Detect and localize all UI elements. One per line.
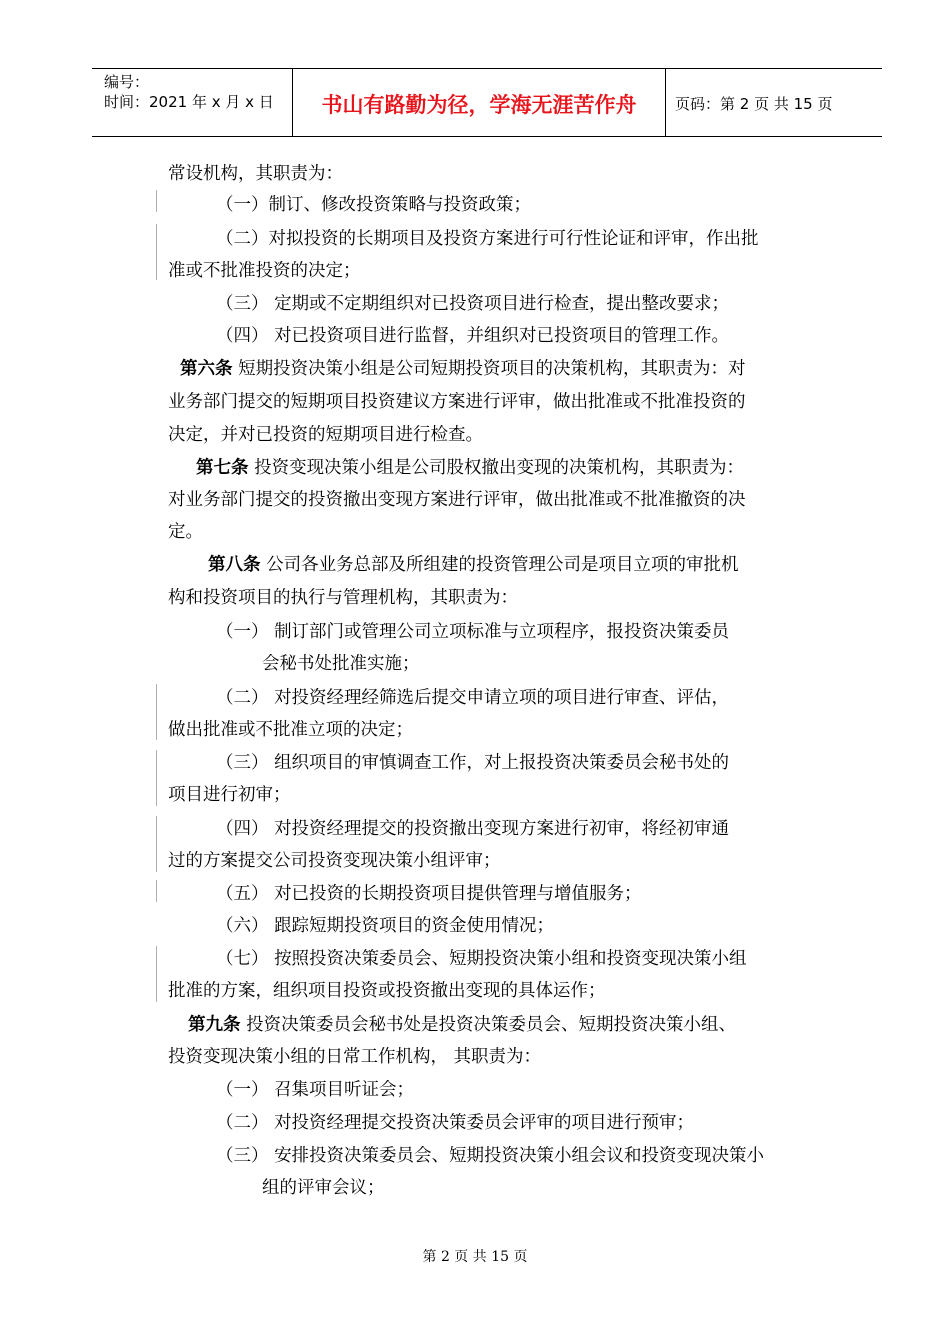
article-8-text: 公司各业务总部及所组建的投资管理公司是项目立项的审批机 (260, 555, 739, 575)
article-7-line (196, 456, 744, 480)
body-line: 常设机构，其职责为： (168, 164, 343, 184)
list-item: （二）对拟投资的长期项目及投资方案进行可行性论证和评审，作出批 (216, 229, 759, 249)
list-item: （一） 召集项目听证会； (216, 1080, 415, 1100)
article-6-line: 决定，并对已投资的短期项目进行检查。 (168, 425, 483, 445)
change-bar (156, 816, 157, 872)
change-bar (156, 190, 157, 212)
list-item: （三） 组织项目的审慎调查工作，对上报投资决策委员会秘书处的 (216, 753, 730, 773)
document-number-label: 编号： (104, 73, 150, 91)
article-6-text: 短期投资决策小组是公司短期投资项目的决策机构，其职责为：对 (232, 359, 746, 379)
header-page-cell (665, 69, 882, 136)
article-8-line (208, 553, 739, 577)
header-motto-cell (292, 69, 666, 136)
article-9-title: 第九条 (188, 1015, 241, 1035)
list-item-continuation: 批准的方案，组织项目投资或投资撤出变现的具体运作； (168, 981, 606, 1001)
list-item-continuation: 准或不批准投资的决定； (168, 261, 361, 281)
list-item-continuation: 会秘书处批准实施； (262, 654, 420, 674)
header-motto: 书山有路勤为径，学海无涯苦作舟 (321, 93, 637, 117)
article-6-line: 业务部门提交的短期项目投资建议方案进行评审，做出批准或不批准投资的 (168, 392, 746, 412)
article-7-text: 投资变现决策小组是公司股权撤出变现的决策机构，其职责为： (248, 458, 745, 478)
list-item: （三） 安排投资决策委员会、短期投资决策小组会议和投资变现决策小 (216, 1146, 765, 1166)
header-meta-cell (92, 69, 292, 136)
article-6-line (180, 357, 746, 381)
list-item-continuation: 项目进行初审； (168, 785, 291, 805)
list-item-continuation: 做出批准或不批准立项的决定； (168, 720, 413, 740)
article-7-title: 第七条 (196, 458, 249, 478)
list-item: （五） 对已投资的长期投资项目提供管理与增值服务； (216, 884, 642, 904)
article-7-line: 定。 (168, 522, 203, 542)
list-item: （一）制订、修改投资策略与投资政策； (216, 195, 531, 215)
article-9-text: 投资决策委员会秘书处是投资决策委员会、短期投资决策小组、 (240, 1015, 737, 1035)
article-6-title: 第六条 (180, 359, 233, 379)
list-item: （四） 对投资经理提交的投资撤出变现方案进行初审，将经初审通 (216, 819, 730, 839)
article-9-line (188, 1013, 736, 1037)
page-header (92, 68, 882, 137)
header-page-label: 页码：第 2 页 共 15 页 (675, 95, 833, 113)
change-bar (156, 880, 157, 902)
change-bar (156, 946, 157, 1002)
article-7-line: 对业务部门提交的投资撤出变现方案进行评审，做出批准或不批准撤资的决 (168, 490, 746, 510)
list-item: （三） 定期或不定期组织对已投资项目进行检查，提出整改要求； (216, 294, 730, 314)
article-8-title: 第八条 (208, 555, 261, 575)
page-footer: 第 2 页 共 15 页 (422, 1249, 528, 1265)
list-item-continuation: 过的方案提交公司投资变现决策小组评审； (168, 851, 501, 871)
list-item: （七） 按照投资决策委员会、短期投资决策小组和投资变现决策小组 (216, 949, 747, 969)
change-bar (156, 684, 157, 740)
list-item: （六） 跟踪短期投资项目的资金使用情况； (216, 916, 555, 936)
article-9-line: 投资变现决策小组的日常工作机构， 其职责为： (168, 1047, 542, 1067)
document-time-label: 时间：2021 年 x 月 x 日 (104, 93, 274, 111)
list-item: （一） 制订部门或管理公司立项标准与立项程序，报投资决策委员 (216, 622, 730, 642)
change-bar (156, 750, 157, 806)
change-bar (156, 224, 157, 280)
list-item: （二） 对投资经理提交投资决策委员会评审的项目进行预审； (216, 1113, 695, 1133)
article-8-line: 构和投资项目的执行与管理机构，其职责为： (168, 588, 518, 608)
list-item-continuation: 组的评审会议； (262, 1178, 385, 1198)
list-item: （四） 对已投资项目进行监督，并组织对已投资项目的管理工作。 (216, 326, 730, 346)
list-item: （二） 对投资经理经筛选后提交申请立项的项目进行审查、评估， (216, 688, 730, 708)
